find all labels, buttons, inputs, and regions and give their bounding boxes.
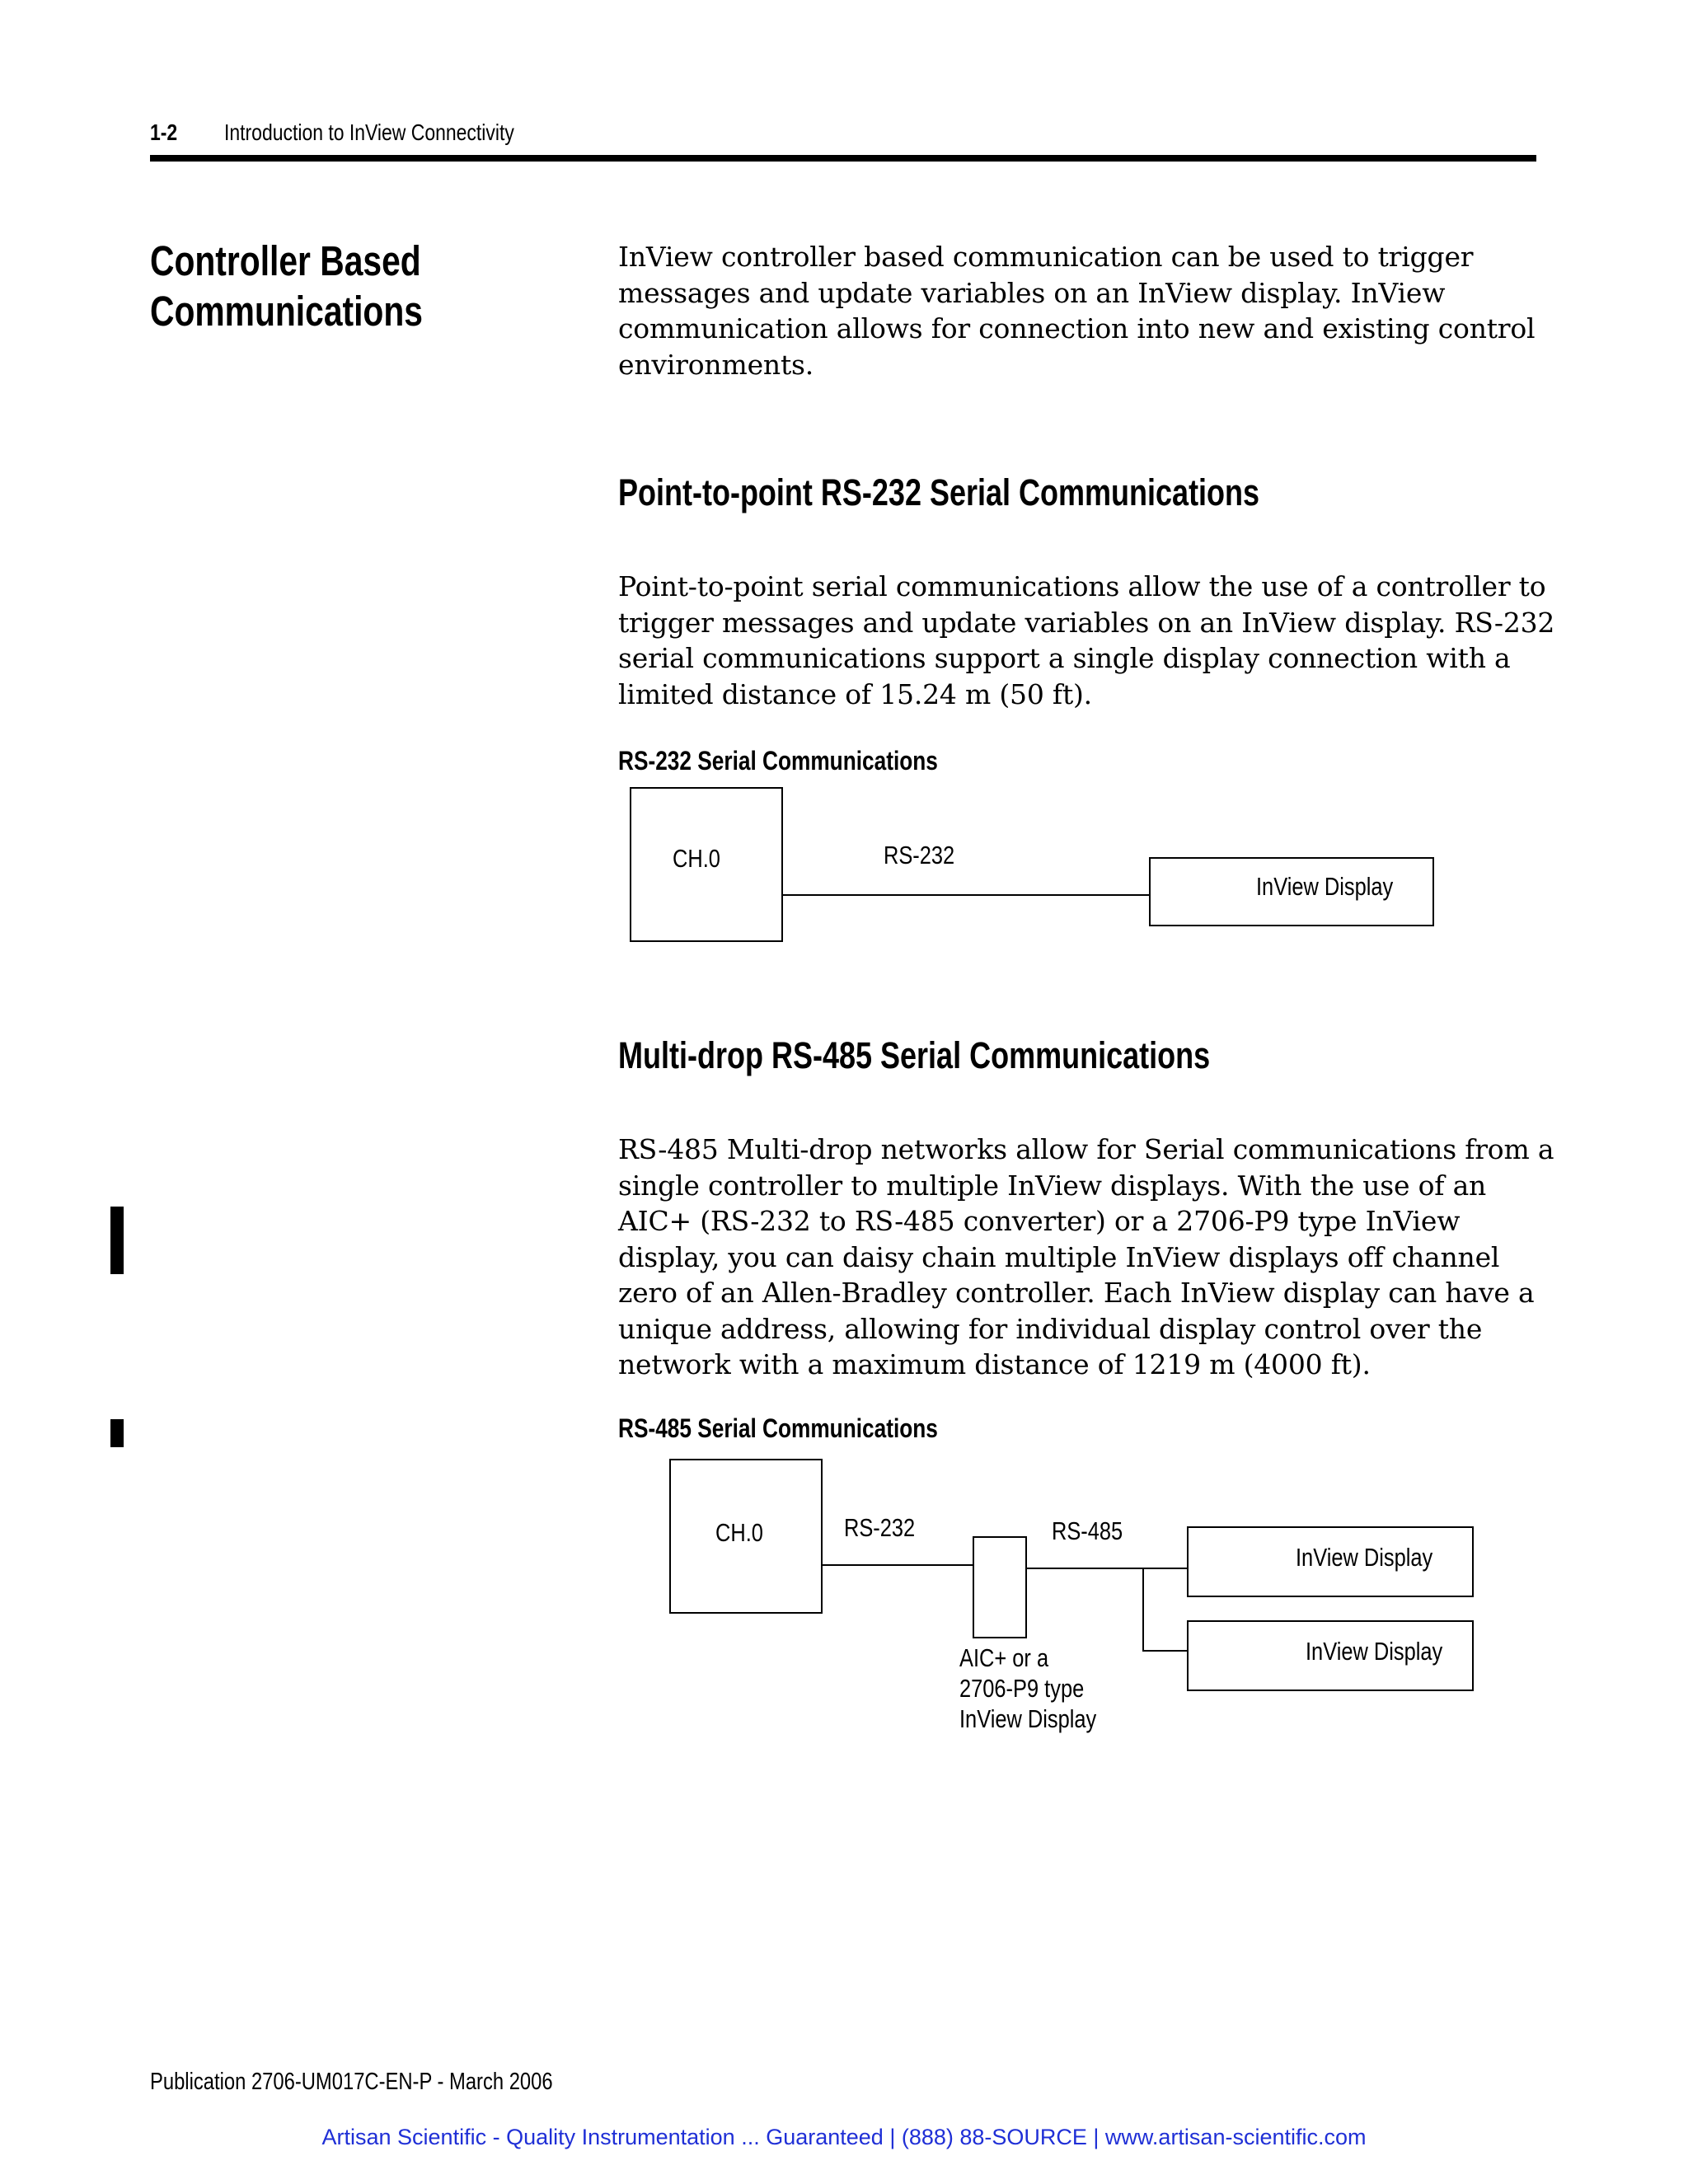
rs232-link-label: RS-232 — [884, 841, 955, 869]
rs232-subheading: Point-to-point RS-232 Serial Communications — [618, 471, 1260, 513]
rs485-figure-caption: RS-485 Serial Communications — [618, 1413, 938, 1443]
rs485-link-line — [1025, 1568, 1187, 1569]
header-rule — [150, 155, 1536, 162]
rs232-link-line — [781, 894, 1149, 896]
page-number: 1-2 — [150, 120, 178, 145]
rs232-figure-caption: RS-232 Serial Communications — [618, 746, 938, 776]
controller-label: CH.0 — [715, 1518, 763, 1547]
section-heading — [150, 236, 423, 336]
rs232-paragraph: Point-to-point serial communications allow the use of a controller to trigger messages and update variables on an InView display. RS-232 serial communications support a single display connection with a limited distance of 15.24 m (50 ft). — [618, 570, 1555, 710]
inview-display-label-1: InView Display — [1296, 1543, 1433, 1572]
publication-footer: Publication 2706-UM017C-EN-P - March 2006 — [150, 2069, 553, 2095]
change-bar — [110, 1207, 124, 1274]
converter-label-line3: InView Display — [959, 1704, 1097, 1733]
inview-display-label: InView Display — [1256, 872, 1394, 901]
converter-label-line1: AIC+ or a — [959, 1643, 1049, 1672]
rs232-link-label: RS-232 — [844, 1513, 916, 1542]
section-heading-line1: Controller Based — [150, 237, 421, 284]
intro-paragraph: InView controller based communication can be used to trigger messages and update variables on an InView display. InView communication allows for connection into new and existing control environments. — [618, 241, 1536, 381]
rs232-link-line — [821, 1564, 973, 1566]
vendor-banner-link[interactable] — [0, 2125, 1688, 2150]
inview-display-label-2: InView Display — [1306, 1637, 1443, 1666]
vendor-banner-text[interactable]: Artisan Scientific - Quality Instrumentation ... Guaranteed | (888) 88-SOURCE | www.artisan-scientific.com — [321, 2125, 1367, 2149]
rs485-paragraph: RS-485 Multi-drop networks allow for Serial communications from a single controller to multiple InView displays. With the use of an AIC+ (RS-232 to RS-485 converter) or a 2706-P9 type InView display, you can daisy chain multiple InView displays off channel zero of an Allen-Bradley controller. Each InView display can have a unique address, allowing for individual display control over the network with a maximum distance of 1219 m (4000 ft). — [618, 1133, 1554, 1380]
rs485-branch-line — [1142, 1650, 1187, 1652]
converter-box — [973, 1536, 1027, 1638]
section-heading-line2: Communications — [150, 288, 423, 335]
rs485-subheading: Multi-drop RS-485 Serial Communications — [618, 1034, 1211, 1076]
chapter-title: Introduction to InView Connectivity — [224, 120, 514, 145]
converter-label-line2: 2706-P9 type — [959, 1674, 1085, 1703]
rs485-link-label: RS-485 — [1052, 1516, 1123, 1545]
rs485-drop-line — [1142, 1568, 1144, 1650]
change-bar — [110, 1419, 124, 1447]
controller-label: CH.0 — [673, 844, 720, 873]
